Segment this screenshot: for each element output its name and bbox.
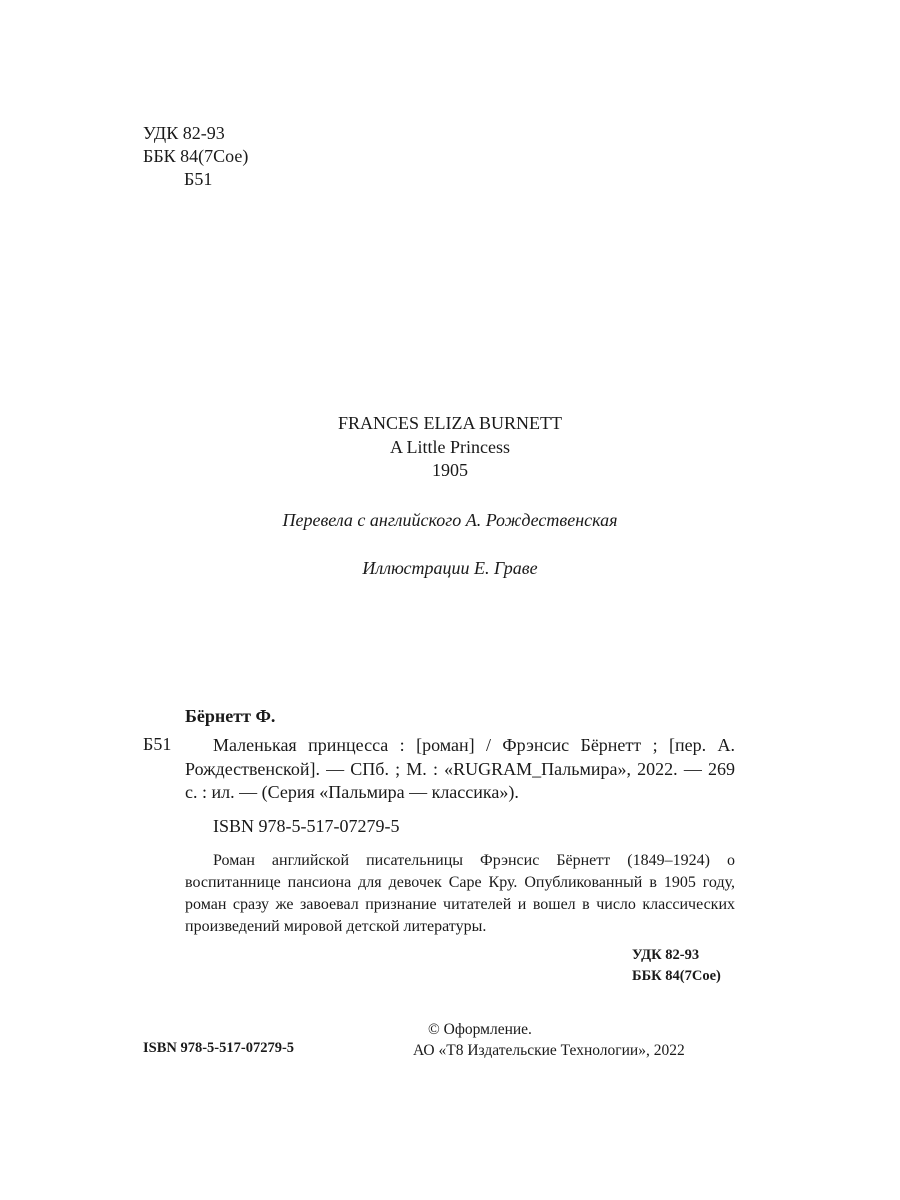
- original-author: FRANCES ELIZA BURNETT: [337, 413, 562, 433]
- bbk-code: ББК 84(7Сое): [143, 146, 249, 166]
- copyright-line-2: АО «Т8 Издательские Технологии», 2022: [413, 1042, 685, 1059]
- annotation-classification-codes: [632, 945, 721, 987]
- bibliographic-isbn: ISBN 978-5-517-07279-5: [213, 816, 400, 836]
- udk-code: УДК 82-93: [143, 123, 225, 143]
- original-title: A Little Princess: [390, 436, 510, 457]
- bibliographic-author-heading: Бёрнетт Ф.: [185, 706, 276, 726]
- classification-codes: [143, 122, 248, 191]
- bibliographic-entry: Маленькая принцесса : [роман] / Фрэнсис Бёрнетт ; [пер. А. Рождественской]. — СПб. ; М. : «RUGRAM_Пальмира», 2022. — 269 с. : ил. — (Серия «Пальмира — классика»).: [185, 735, 735, 802]
- footer-isbn: ISBN 978-5-517-07279-5: [143, 1040, 295, 1056]
- author-mark: Б51: [184, 169, 213, 189]
- annotation-text: Роман английской писательницы Фрэнсис Бёрнетт (1849–1924) о воспитаннице пансиона для девочек Саре Кру. Опубликованный в 1905 году, роман сразу же завоевал признание читателей и вошел в число классических произведений мировой детской литературы.: [185, 852, 735, 935]
- translator-credit: Перевела с английского А. Рождественская: [282, 510, 618, 530]
- annotation-udk: УДК 82-93: [632, 947, 700, 963]
- illustrator-credit: Иллюстрации Е. Граве: [362, 558, 538, 578]
- copyright-notice: [413, 1019, 685, 1061]
- annotation-bbk: ББК 84(7Сое): [632, 968, 721, 984]
- bibliographic-author-mark: Б51: [143, 734, 172, 754]
- original-year: 1905: [432, 460, 468, 480]
- copyright-line-1: © Оформление.: [428, 1021, 532, 1038]
- original-edition-block: [0, 412, 900, 483]
